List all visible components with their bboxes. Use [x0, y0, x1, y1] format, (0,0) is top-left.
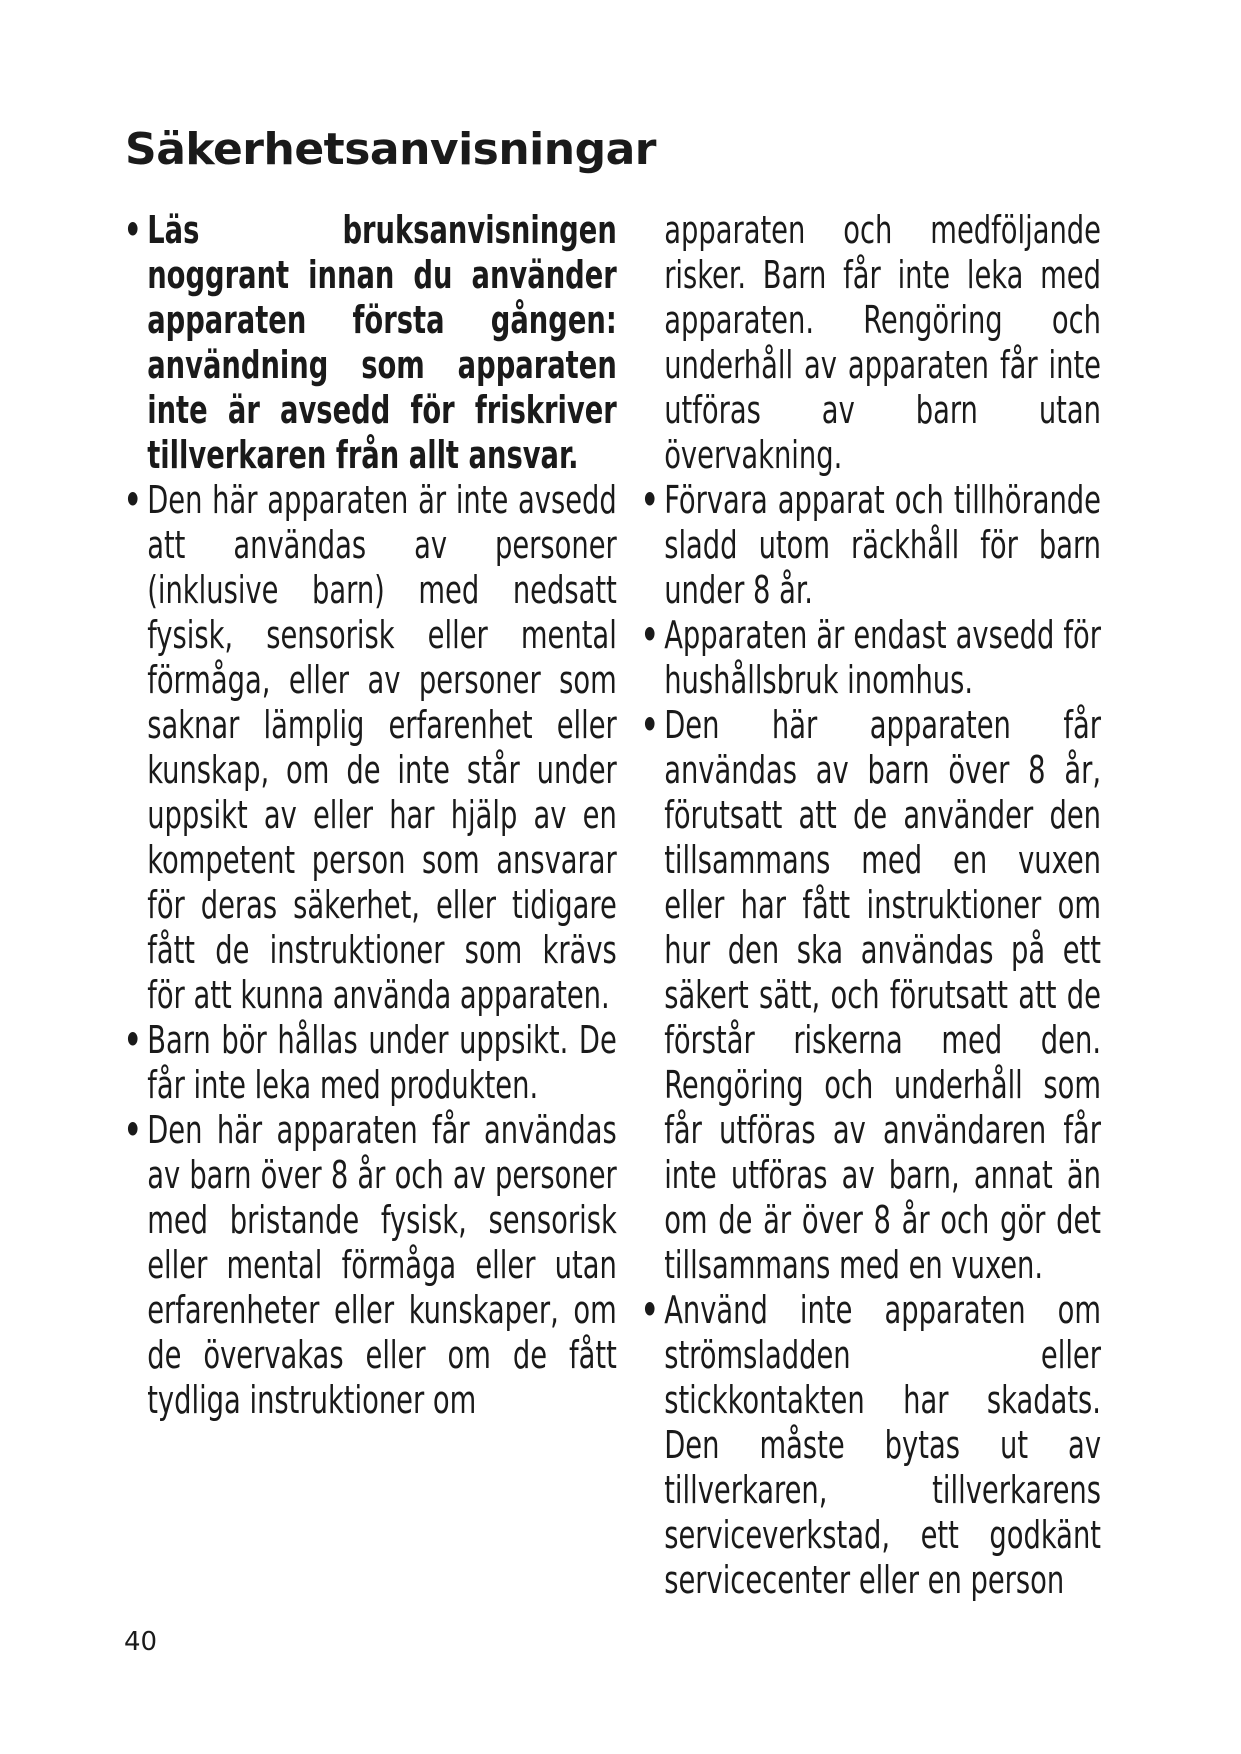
- item-text: Använd inte apparaten om strömsladden eller stickkontakten har skadats. Den måste bytas ut av tillverkaren, tillverkarens serviceverkstad, ett godkänt servicecenter eller en person: [664, 1288, 1101, 1602]
- list-item: [124, 1018, 617, 1108]
- bullet: •: [641, 703, 659, 747]
- item-text: Läs bruksanvisningen noggrant innan du använder apparaten första gången: användning som apparaten inte är avsedd för friskriver tillverkaren från allt ansvar.: [147, 208, 617, 477]
- right-column: [641, 208, 1101, 1603]
- left-column: [124, 208, 617, 1423]
- item-text: Förvara apparat och tillhörande sladd utom räckhåll för barn under 8 år.: [664, 478, 1101, 612]
- list-item: [641, 703, 1101, 1288]
- page-number: 40: [124, 1627, 158, 1657]
- bullet: •: [124, 1018, 142, 1062]
- item-text: apparaten och medföljande risker. Barn får inte leka med apparaten. Rengöring och underhåll av apparaten får inte utföras av barn utan övervakning.: [664, 208, 1101, 477]
- list-item: [124, 1108, 617, 1423]
- bullet: •: [124, 1108, 142, 1152]
- list-item: [641, 613, 1101, 703]
- item-text: Den här apparaten får användas av barn över 8 år och av personer med bristande fysisk, sensorisk eller mental förmåga eller utan erfarenheter eller kunskaper, om de övervakas eller om de fått tydliga instruktioner om: [147, 1108, 617, 1422]
- item-text: Barn bör hållas under uppsikt. De får inte leka med produkten.: [147, 1018, 617, 1107]
- list-item: [641, 1288, 1101, 1603]
- item-text: Apparaten är endast avsedd för hushållsbruk inomhus.: [664, 613, 1101, 702]
- bullet: •: [124, 208, 142, 252]
- bullet: •: [641, 1288, 659, 1332]
- list-item: [124, 208, 617, 478]
- list-item-continuation: [641, 208, 1101, 478]
- list-item: [641, 478, 1101, 613]
- bullet: •: [124, 478, 142, 522]
- bullet: •: [641, 613, 659, 657]
- item-text: Den här apparaten får användas av barn över 8 år, förutsatt att de använder den tillsammans med en vuxen eller har fått instruktioner om hur den ska användas på ett säkert sätt, och förutsatt att de förstår riskerna med den. Rengöring och underhåll som får utföras av användaren får inte utföras av barn, annat än om de är över 8 år och gör det tillsammans med en vuxen.: [664, 703, 1101, 1287]
- bullet: •: [641, 478, 659, 522]
- page-title: Säkerhetsanvisningar: [125, 124, 656, 175]
- item-text: Den här apparaten är inte avsedd att användas av personer (inklusive barn) med nedsatt fysisk, sensorisk eller mental förmåga, eller av personer som saknar lämplig erfarenhet eller kunskap, om de inte står under uppsikt av eller har hjälp av en kompetent person som ansvarar för deras säkerhet, eller tidigare fått de instruktioner som krävs för att kunna använda apparaten.: [147, 478, 617, 1017]
- list-item: [124, 478, 617, 1018]
